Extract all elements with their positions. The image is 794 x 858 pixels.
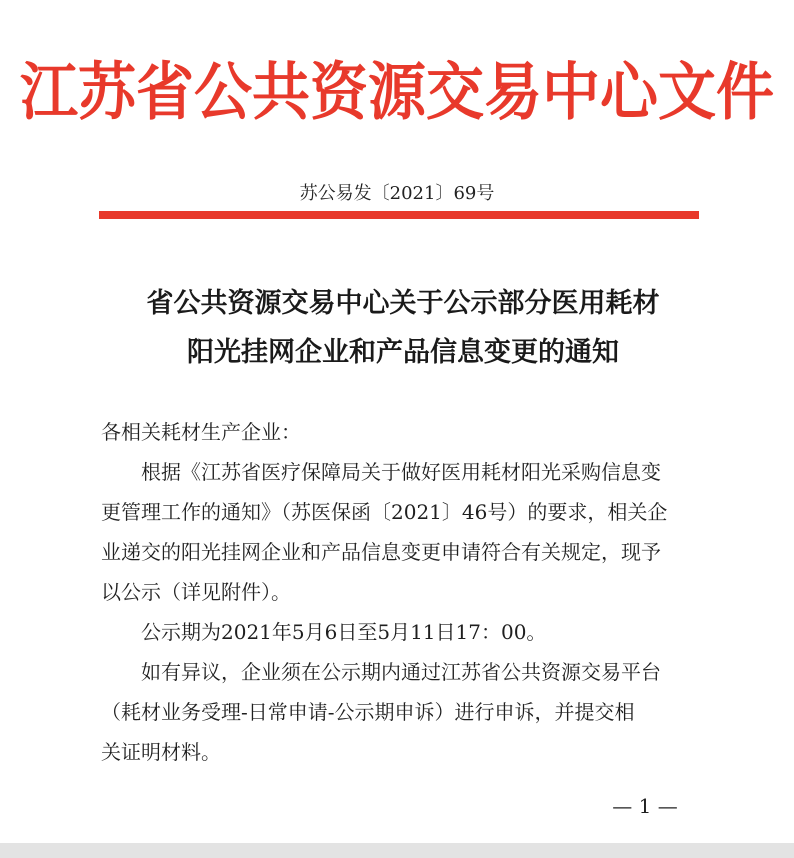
body-line: 关证明材料。 (101, 740, 221, 764)
body-line: （耗材业务受理-日常申请-公示期申诉）进行申诉，并提交相 (101, 700, 635, 724)
salutation: 各相关耗材生产企业： (101, 420, 301, 444)
body-line: 公示期为2021年5月6日至5月11日17：00。 (141, 620, 547, 644)
document-number: 苏公易发〔2021〕69号 (299, 183, 495, 204)
body-line: 以公示（详见附件）。 (101, 580, 291, 604)
body-line: 更管理工作的通知》（苏医保函〔2021〕46号）的要求，相关企 (101, 500, 668, 524)
document-header-title: 江苏省公共资源交易中心文件 (19, 55, 774, 129)
notice-title-line-2: 阳光挂网企业和产品信息变更的通知 (187, 337, 619, 368)
notice-title-line-1: 省公共资源交易中心关于公示部分医用耗材 (146, 288, 660, 319)
header-red-rule (99, 211, 699, 219)
page-number: — 1 — (612, 794, 678, 818)
body-line: 业递交的阳光挂网企业和产品信息变更申请符合有关规定，现予 (101, 540, 661, 564)
body-line: 如有异议，企业须在公示期内通过江苏省公共资源交易平台 (141, 660, 661, 684)
body-line: 根据《江苏省医疗保障局关于做好医用耗材阳光采购信息变 (141, 460, 661, 484)
viewer-bottom-bar (0, 843, 794, 858)
